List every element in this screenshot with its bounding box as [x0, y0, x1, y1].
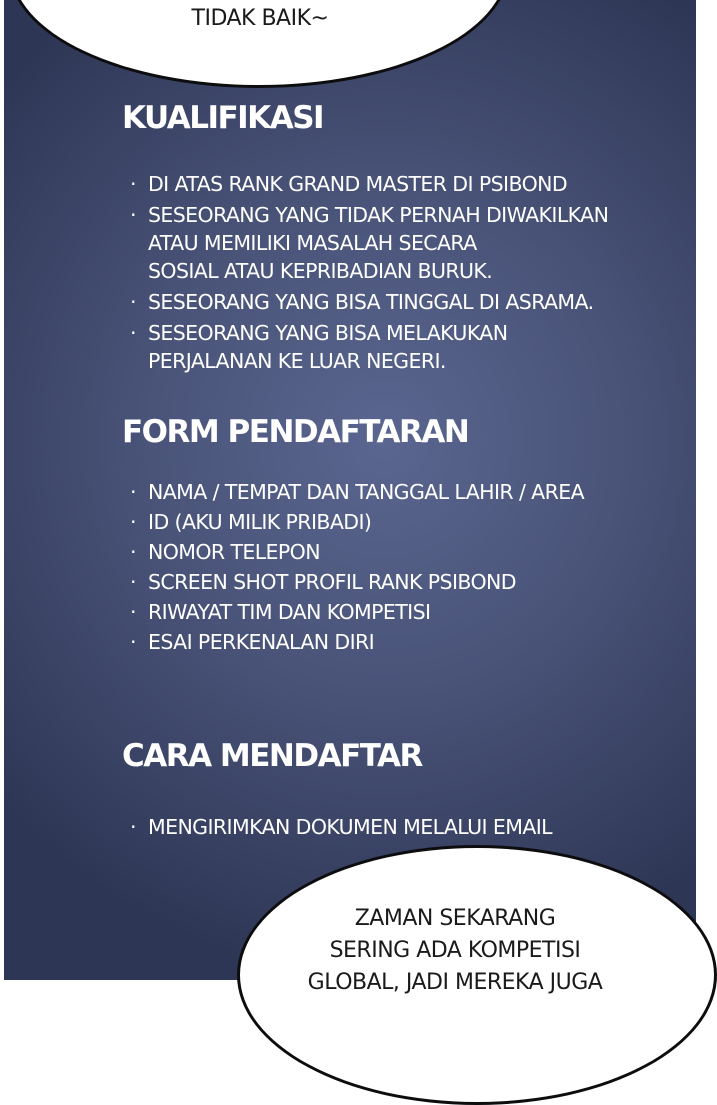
list-item-text: SESEORANG YANG BISA MELAKUKAN — [148, 321, 508, 345]
list-item-text: DI ATAS RANK GRAND MASTER DI PSIBOND — [148, 172, 568, 196]
list-item-text: SESEORANG YANG BISA TINGGAL DI ASRAMA. — [148, 290, 594, 314]
list-item — [130, 597, 584, 627]
bullet: · — [130, 540, 136, 564]
bullet: · — [130, 600, 136, 624]
list-item-text: NAMA / TEMPAT DAN TANGGAL LAHIR / AREA — [148, 480, 585, 504]
list-item — [130, 201, 608, 285]
list-item — [130, 507, 584, 537]
bullet: · — [130, 172, 136, 196]
bullet: · — [130, 570, 136, 594]
list-item-text: RIWAYAT TIM DAN KOMPETISI — [148, 600, 431, 624]
speech-bubble-top-text: TIDAK BAIK~ — [191, 6, 329, 31]
bullet: · — [130, 290, 136, 314]
list-item — [130, 627, 584, 657]
bullet: · — [130, 815, 136, 839]
list-item-text: ID (AKU MILIK PRIBADI) — [148, 510, 372, 534]
list-item — [130, 477, 584, 507]
list-item-text: SESEORANG YANG TIDAK PERNAH DIWAKILKAN — [148, 203, 609, 227]
bullet: · — [130, 510, 136, 534]
list-item — [130, 170, 608, 198]
form-list — [130, 477, 584, 657]
form-title: FORM PENDAFTARAN — [122, 414, 469, 450]
list-item-text: NOMOR TELEPON — [148, 540, 320, 564]
list-item — [130, 537, 584, 567]
bullet: · — [130, 203, 136, 227]
bubble-line: ZAMAN SEKARANG — [354, 906, 556, 931]
list-item — [130, 319, 608, 375]
bullet: · — [130, 480, 136, 504]
qualifications-title: KUALIFIKASI — [122, 100, 324, 136]
how-to-apply-list — [130, 813, 552, 841]
list-item-text: SCREEN SHOT PROFIL RANK PSIBOND — [148, 570, 516, 594]
list-item — [130, 288, 608, 316]
bubble-line: GLOBAL, JADI MEREKA JUGA — [307, 970, 603, 995]
bubble-line: SERING ADA KOMPETISI — [329, 938, 581, 963]
list-item — [130, 567, 584, 597]
list-item — [130, 813, 552, 841]
list-item-text: SOSIAL ATAU KEPRIBADIAN BURUK. — [148, 259, 493, 283]
list-item-text: PERJALANAN KE LUAR NEGERI. — [148, 349, 446, 373]
speech-bubble-bottom-text — [270, 903, 640, 999]
list-item-text: MENGIRIMKAN DOKUMEN MELALUI EMAIL — [148, 815, 553, 839]
bullet: · — [130, 630, 136, 654]
qualifications-list — [130, 170, 608, 378]
list-item-text: ATAU MEMILIKI MASALAH SECARA — [148, 231, 477, 255]
how-to-apply-title: CARA MENDAFTAR — [122, 738, 422, 774]
bullet: · — [130, 321, 136, 345]
list-item-text: ESAI PERKENALAN DIRI — [148, 630, 375, 654]
